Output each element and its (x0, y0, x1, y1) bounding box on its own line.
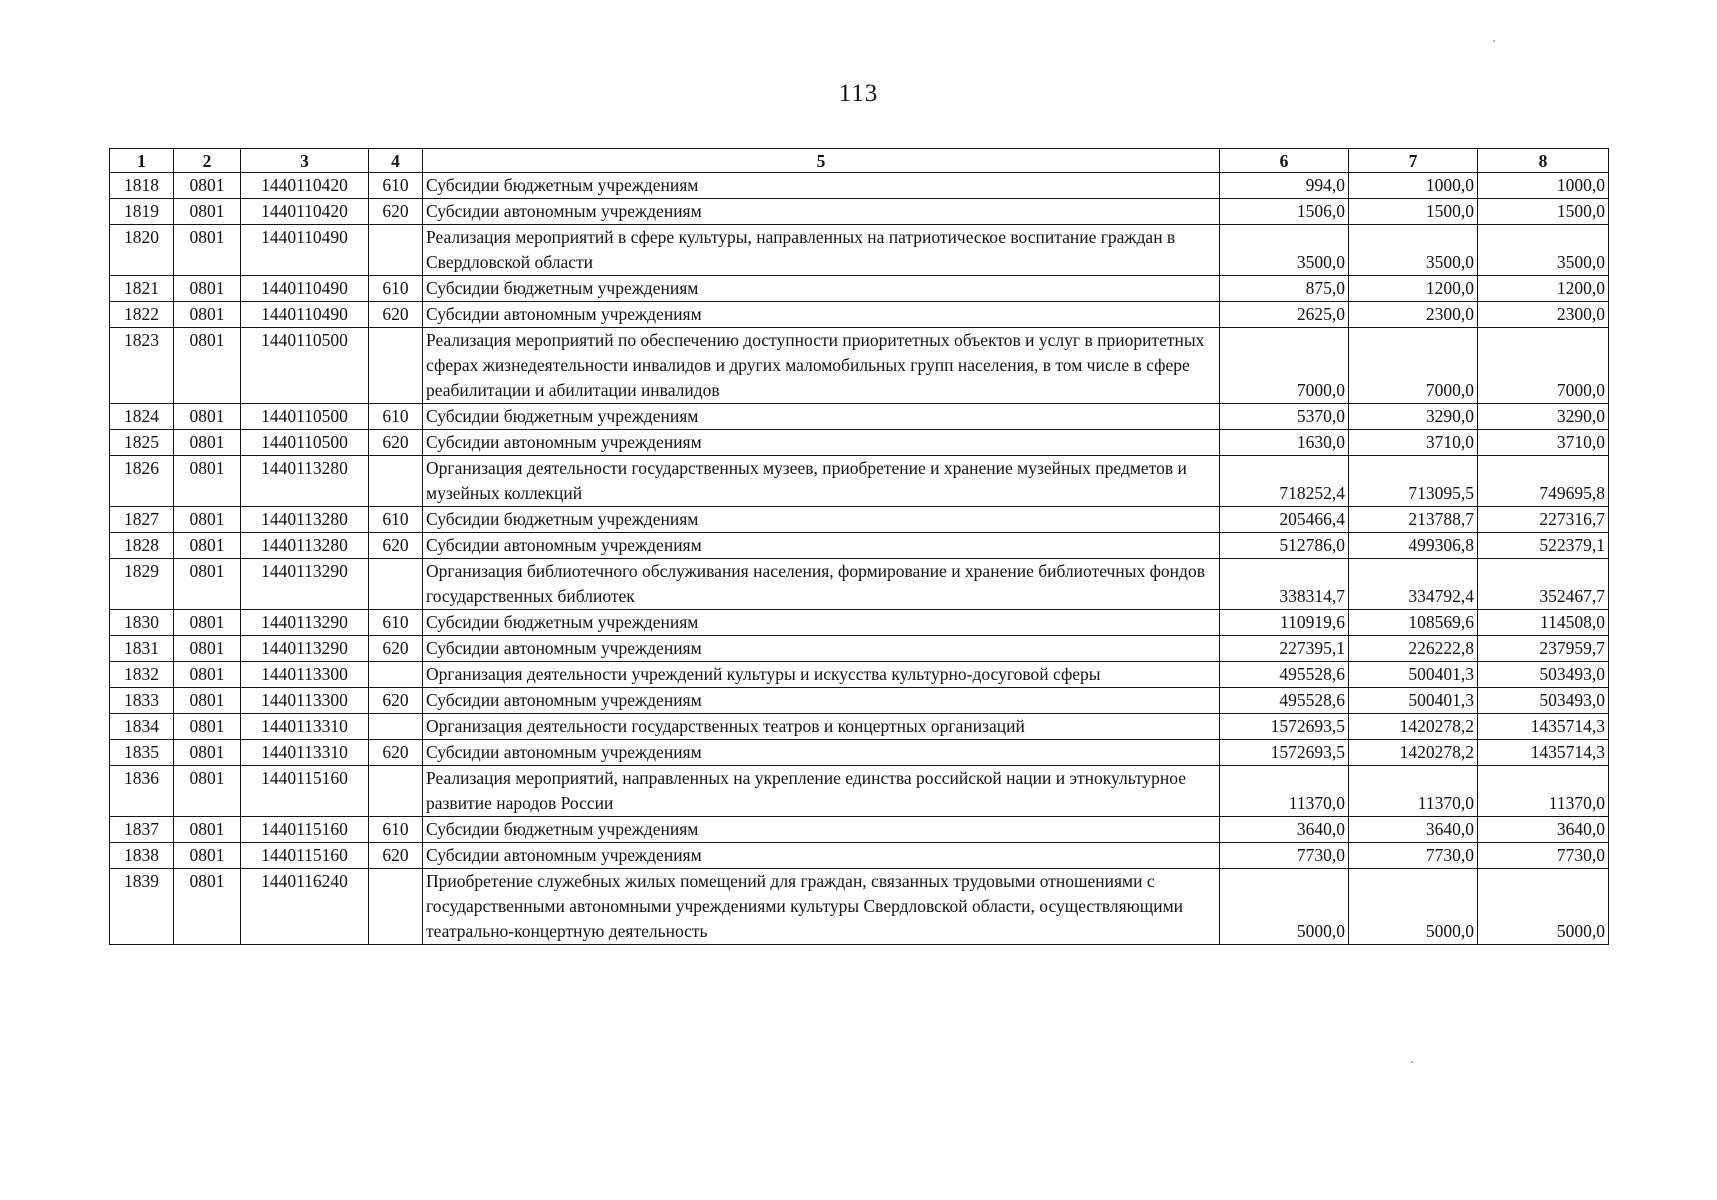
target-code-cell: 1440110500 (241, 430, 369, 456)
description-cell: Субсидии автономным учреждениям (423, 740, 1220, 766)
amount-cell: 3710,0 (1478, 430, 1609, 456)
row-number-cell: 1820 (110, 225, 174, 276)
amount-cell: 7000,0 (1349, 328, 1478, 404)
description-cell: Субсидии автономным учреждениям (423, 199, 1220, 225)
row-number-cell: 1824 (110, 404, 174, 430)
budget-table (109, 148, 1609, 945)
expense-type-cell: 620 (369, 199, 423, 225)
description-cell: Реализация мероприятий в сфере культуры, направленных на патриотическое воспитание граждан в Свердловской области (423, 225, 1220, 276)
description-cell: Организация деятельности учреждений культуры и искусства культурно-досуговой сферы (423, 662, 1220, 688)
amount-cell: 2625,0 (1220, 302, 1349, 328)
table-row (110, 843, 1609, 869)
target-code-cell: 1440116240 (241, 869, 369, 945)
row-number-cell: 1837 (110, 817, 174, 843)
table-body (110, 173, 1609, 945)
expense-type-cell: 620 (369, 688, 423, 714)
description-cell: Организация деятельности государственных музеев, приобретение и хранение музейных предметов и музейных коллекций (423, 456, 1220, 507)
amount-cell: 7000,0 (1478, 328, 1609, 404)
amount-cell: 1200,0 (1349, 276, 1478, 302)
table-row (110, 199, 1609, 225)
row-number-cell: 1834 (110, 714, 174, 740)
description-cell: Приобретение служебных жилых помещений для граждан, связанных трудовыми отношениями с государственными автономными учреждениями культуры Свердловской области, осуществляющими театрально-концертную деятельность (423, 869, 1220, 945)
page-number: 113 (838, 80, 879, 107)
row-number-cell: 1828 (110, 533, 174, 559)
header-cell: 2 (174, 149, 241, 173)
target-code-cell: 1440113290 (241, 610, 369, 636)
section-code-cell: 0801 (174, 766, 241, 817)
row-number-cell: 1831 (110, 636, 174, 662)
amount-cell: 500401,3 (1349, 662, 1478, 688)
expense-type-cell (369, 714, 423, 740)
target-code-cell: 1440113280 (241, 507, 369, 533)
row-number-cell: 1823 (110, 328, 174, 404)
description-cell: Субсидии автономным учреждениям (423, 302, 1220, 328)
expense-type-cell (369, 662, 423, 688)
expense-type-cell (369, 869, 423, 945)
target-code-cell: 1440113290 (241, 559, 369, 610)
expense-type-cell: 620 (369, 533, 423, 559)
header-cell: 4 (369, 149, 423, 173)
section-code-cell: 0801 (174, 533, 241, 559)
table-row (110, 456, 1609, 507)
amount-cell: 3500,0 (1478, 225, 1609, 276)
row-number-cell: 1839 (110, 869, 174, 945)
section-code-cell: 0801 (174, 199, 241, 225)
description-cell: Субсидии бюджетным учреждениям (423, 173, 1220, 199)
amount-cell: 713095,5 (1349, 456, 1478, 507)
description-cell: Реализация мероприятий по обеспечению доступности приоритетных объектов и услуг в приоритетных сферах жизнедеятельности инвалидов и других маломобильных групп населения, в том числе в сфере реабилитации и абилитации инвалидов (423, 328, 1220, 404)
amount-cell: 1000,0 (1349, 173, 1478, 199)
scan-speck (1411, 1061, 1413, 1063)
amount-cell: 512786,0 (1220, 533, 1349, 559)
header-cell: 1 (110, 149, 174, 173)
table-row (110, 688, 1609, 714)
amount-cell: 2300,0 (1478, 302, 1609, 328)
table-row (110, 817, 1609, 843)
table-row (110, 740, 1609, 766)
amount-cell: 1200,0 (1478, 276, 1609, 302)
section-code-cell: 0801 (174, 688, 241, 714)
description-cell: Организация библиотечного обслуживания населения, формирование и хранение библиотечных фондов государственных библиотек (423, 559, 1220, 610)
table-row (110, 533, 1609, 559)
amount-cell: 2300,0 (1349, 302, 1478, 328)
description-cell: Субсидии бюджетным учреждениям (423, 276, 1220, 302)
table-row (110, 610, 1609, 636)
amount-cell: 352467,7 (1478, 559, 1609, 610)
amount-cell: 994,0 (1220, 173, 1349, 199)
expense-type-cell: 610 (369, 404, 423, 430)
amount-cell: 5000,0 (1220, 869, 1349, 945)
amount-cell: 108569,6 (1349, 610, 1478, 636)
description-cell: Субсидии бюджетным учреждениям (423, 817, 1220, 843)
description-cell: Субсидии бюджетным учреждениям (423, 404, 1220, 430)
amount-cell: 1435714,3 (1478, 714, 1609, 740)
section-code-cell: 0801 (174, 610, 241, 636)
header-row (110, 149, 1609, 173)
expense-type-cell (369, 559, 423, 610)
row-number-cell: 1822 (110, 302, 174, 328)
row-number-cell: 1829 (110, 559, 174, 610)
target-code-cell: 1440110500 (241, 328, 369, 404)
row-number-cell: 1819 (110, 199, 174, 225)
table-row (110, 662, 1609, 688)
header-cell: 5 (423, 149, 1220, 173)
section-code-cell: 0801 (174, 328, 241, 404)
amount-cell: 11370,0 (1349, 766, 1478, 817)
amount-cell: 3710,0 (1349, 430, 1478, 456)
amount-cell: 1630,0 (1220, 430, 1349, 456)
table-row (110, 276, 1609, 302)
section-code-cell: 0801 (174, 276, 241, 302)
target-code-cell: 1440110490 (241, 225, 369, 276)
expense-type-cell (369, 766, 423, 817)
amount-cell: 7000,0 (1220, 328, 1349, 404)
amount-cell: 1500,0 (1349, 199, 1478, 225)
expense-type-cell: 610 (369, 276, 423, 302)
section-code-cell: 0801 (174, 507, 241, 533)
section-code-cell: 0801 (174, 817, 241, 843)
target-code-cell: 1440113310 (241, 714, 369, 740)
row-number-cell: 1821 (110, 276, 174, 302)
amount-cell: 503493,0 (1478, 688, 1609, 714)
expense-type-cell: 610 (369, 507, 423, 533)
amount-cell: 3640,0 (1478, 817, 1609, 843)
table-row (110, 869, 1609, 945)
amount-cell: 3500,0 (1349, 225, 1478, 276)
amount-cell: 5000,0 (1349, 869, 1478, 945)
section-code-cell: 0801 (174, 714, 241, 740)
section-code-cell: 0801 (174, 456, 241, 507)
section-code-cell: 0801 (174, 662, 241, 688)
description-cell: Субсидии автономным учреждениям (423, 688, 1220, 714)
table-row (110, 507, 1609, 533)
table-row (110, 225, 1609, 276)
section-code-cell: 0801 (174, 430, 241, 456)
amount-cell: 1572693,5 (1220, 740, 1349, 766)
target-code-cell: 1440113310 (241, 740, 369, 766)
expense-type-cell: 620 (369, 740, 423, 766)
table-row (110, 636, 1609, 662)
amount-cell: 334792,4 (1349, 559, 1478, 610)
target-code-cell: 1440115160 (241, 817, 369, 843)
amount-cell: 495528,6 (1220, 688, 1349, 714)
amount-cell: 503493,0 (1478, 662, 1609, 688)
table-row (110, 714, 1609, 740)
amount-cell: 1572693,5 (1220, 714, 1349, 740)
amount-cell: 500401,3 (1349, 688, 1478, 714)
table-row (110, 766, 1609, 817)
section-code-cell: 0801 (174, 636, 241, 662)
amount-cell: 227395,1 (1220, 636, 1349, 662)
target-code-cell: 1440113280 (241, 533, 369, 559)
amount-cell: 205466,4 (1220, 507, 1349, 533)
amount-cell: 495528,6 (1220, 662, 1349, 688)
expense-type-cell (369, 225, 423, 276)
table-row (110, 430, 1609, 456)
section-code-cell: 0801 (174, 404, 241, 430)
target-code-cell: 1440110490 (241, 276, 369, 302)
target-code-cell: 1440110420 (241, 173, 369, 199)
row-number-cell: 1836 (110, 766, 174, 817)
table-row (110, 559, 1609, 610)
amount-cell: 114508,0 (1478, 610, 1609, 636)
section-code-cell: 0801 (174, 302, 241, 328)
section-code-cell: 0801 (174, 225, 241, 276)
scan-speck (1493, 40, 1495, 42)
amount-cell: 749695,8 (1478, 456, 1609, 507)
expense-type-cell: 620 (369, 430, 423, 456)
amount-cell: 11370,0 (1220, 766, 1349, 817)
row-number-cell: 1838 (110, 843, 174, 869)
target-code-cell: 1440110420 (241, 199, 369, 225)
target-code-cell: 1440110490 (241, 302, 369, 328)
expense-type-cell: 610 (369, 173, 423, 199)
target-code-cell: 1440113290 (241, 636, 369, 662)
amount-cell: 3500,0 (1220, 225, 1349, 276)
header-cell: 3 (241, 149, 369, 173)
table-row (110, 328, 1609, 404)
expense-type-cell: 620 (369, 302, 423, 328)
row-number-cell: 1818 (110, 173, 174, 199)
expense-type-cell: 620 (369, 636, 423, 662)
row-number-cell: 1827 (110, 507, 174, 533)
amount-cell: 237959,7 (1478, 636, 1609, 662)
table-row (110, 173, 1609, 199)
description-cell: Субсидии автономным учреждениям (423, 533, 1220, 559)
amount-cell: 7730,0 (1220, 843, 1349, 869)
expense-type-cell: 620 (369, 843, 423, 869)
table-row (110, 404, 1609, 430)
section-code-cell: 0801 (174, 843, 241, 869)
amount-cell: 5370,0 (1220, 404, 1349, 430)
header-cell: 6 (1220, 149, 1349, 173)
description-cell: Реализация мероприятий, направленных на укрепление единства российской нации и этнокультурное развитие народов России (423, 766, 1220, 817)
amount-cell: 1420278,2 (1349, 740, 1478, 766)
amount-cell: 1506,0 (1220, 199, 1349, 225)
row-number-cell: 1826 (110, 456, 174, 507)
header-cell: 7 (1349, 149, 1478, 173)
description-cell: Организация деятельности государственных театров и концертных организаций (423, 714, 1220, 740)
amount-cell: 227316,7 (1478, 507, 1609, 533)
target-code-cell: 1440115160 (241, 843, 369, 869)
row-number-cell: 1825 (110, 430, 174, 456)
row-number-cell: 1830 (110, 610, 174, 636)
expense-type-cell: 610 (369, 610, 423, 636)
description-cell: Субсидии бюджетным учреждениям (423, 507, 1220, 533)
description-cell: Субсидии бюджетным учреждениям (423, 610, 1220, 636)
section-code-cell: 0801 (174, 559, 241, 610)
amount-cell: 5000,0 (1478, 869, 1609, 945)
amount-cell: 7730,0 (1478, 843, 1609, 869)
expense-type-cell (369, 328, 423, 404)
amount-cell: 1435714,3 (1478, 740, 1609, 766)
amount-cell: 875,0 (1220, 276, 1349, 302)
amount-cell: 3290,0 (1349, 404, 1478, 430)
amount-cell: 3640,0 (1220, 817, 1349, 843)
table-header (110, 149, 1609, 173)
target-code-cell: 1440113300 (241, 662, 369, 688)
amount-cell: 213788,7 (1349, 507, 1478, 533)
target-code-cell: 1440115160 (241, 766, 369, 817)
amount-cell: 3640,0 (1349, 817, 1478, 843)
amount-cell: 522379,1 (1478, 533, 1609, 559)
amount-cell: 3290,0 (1478, 404, 1609, 430)
expense-type-cell (369, 456, 423, 507)
amount-cell: 226222,8 (1349, 636, 1478, 662)
amount-cell: 1500,0 (1478, 199, 1609, 225)
table-row (110, 302, 1609, 328)
amount-cell: 718252,4 (1220, 456, 1349, 507)
row-number-cell: 1833 (110, 688, 174, 714)
row-number-cell: 1832 (110, 662, 174, 688)
section-code-cell: 0801 (174, 173, 241, 199)
description-cell: Субсидии автономным учреждениям (423, 843, 1220, 869)
header-cell: 8 (1478, 149, 1609, 173)
amount-cell: 1420278,2 (1349, 714, 1478, 740)
amount-cell: 338314,7 (1220, 559, 1349, 610)
amount-cell: 110919,6 (1220, 610, 1349, 636)
target-code-cell: 1440113300 (241, 688, 369, 714)
row-number-cell: 1835 (110, 740, 174, 766)
target-code-cell: 1440110500 (241, 404, 369, 430)
amount-cell: 499306,8 (1349, 533, 1478, 559)
section-code-cell: 0801 (174, 869, 241, 945)
target-code-cell: 1440113280 (241, 456, 369, 507)
expense-type-cell: 610 (369, 817, 423, 843)
section-code-cell: 0801 (174, 740, 241, 766)
description-cell: Субсидии автономным учреждениям (423, 430, 1220, 456)
description-cell: Субсидии автономным учреждениям (423, 636, 1220, 662)
amount-cell: 1000,0 (1478, 173, 1609, 199)
amount-cell: 11370,0 (1478, 766, 1609, 817)
amount-cell: 7730,0 (1349, 843, 1478, 869)
